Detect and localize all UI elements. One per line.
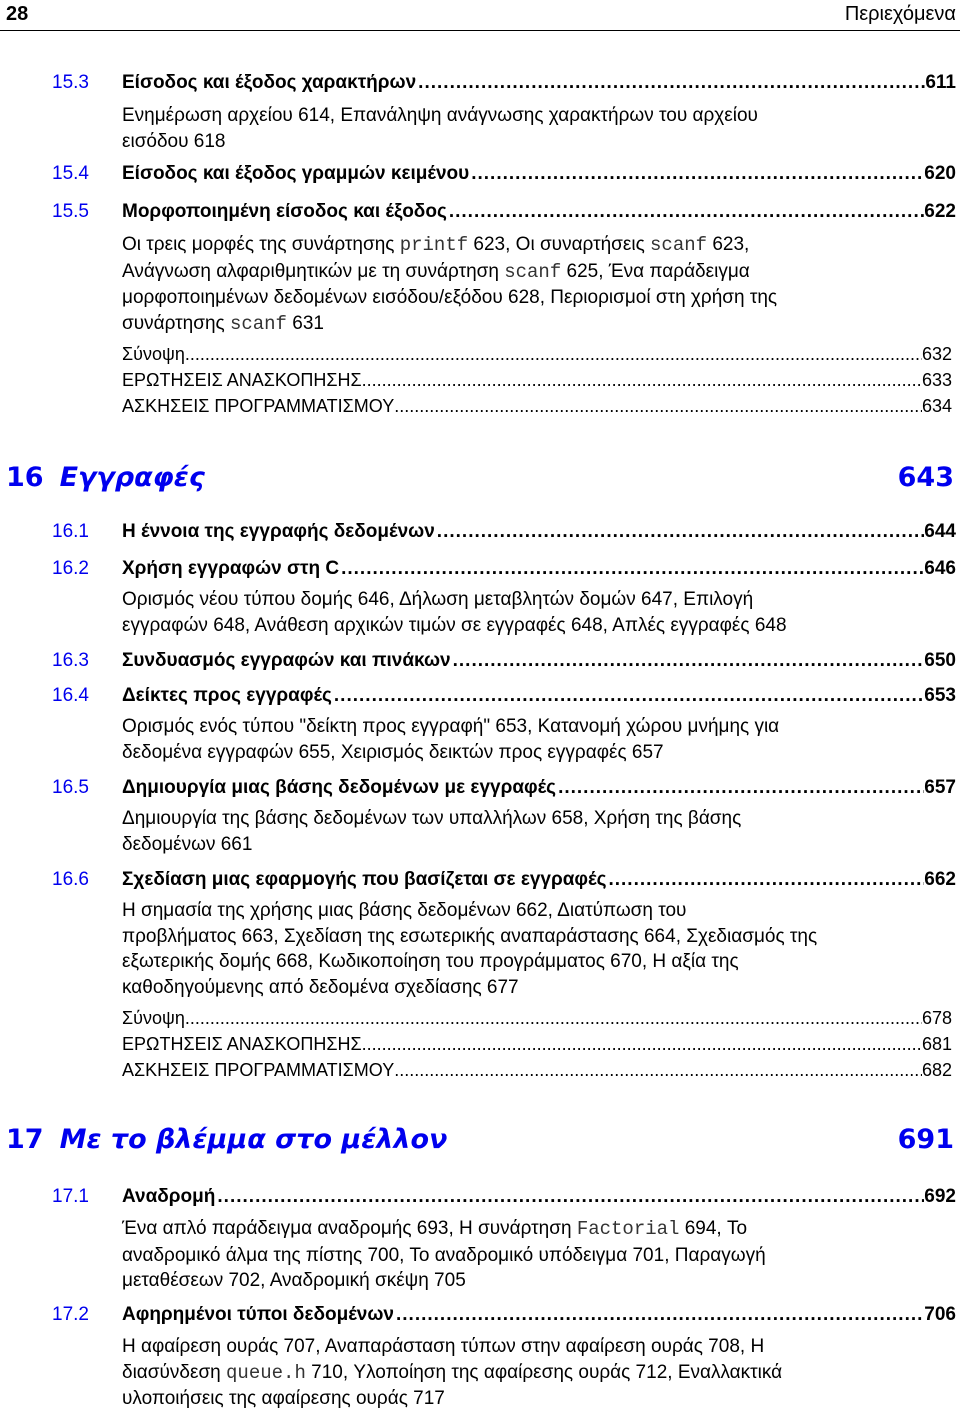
section-page: 611 xyxy=(925,72,956,93)
chapter-page: 691 xyxy=(897,1124,954,1155)
section-subtopics xyxy=(122,806,952,857)
section-number: 16.5 xyxy=(52,777,89,798)
section-number: 16.1 xyxy=(52,521,89,542)
section-subtopics xyxy=(122,232,952,337)
section-subtopics xyxy=(122,1334,952,1412)
toc-entry-programming-exercises[interactable] xyxy=(122,394,952,418)
leader-dots xyxy=(362,1032,922,1056)
section-page: 644 xyxy=(924,521,956,542)
entry-title: ΕΡΩΤΗΣΕΙΣ ΑΝΑΣΚΟΠΗΣΗΣ xyxy=(122,1034,362,1054)
toc-entry-programming-exercises[interactable] xyxy=(122,1058,952,1082)
section-page: 706 xyxy=(924,1304,956,1325)
toc-section-16-6[interactable] xyxy=(52,867,956,893)
section-number: 16.2 xyxy=(52,558,89,579)
running-title: Περιεχόμενα xyxy=(844,3,956,25)
text: 631 xyxy=(286,312,324,334)
subtopic-line xyxy=(122,232,952,259)
chapter-number: 16 xyxy=(6,462,44,493)
text: Ένα απλό παράδειγμα αναδρομής 693, Η συνάρτηση xyxy=(122,1218,577,1239)
section-page: 653 xyxy=(924,685,956,706)
toc-section-16-5[interactable] xyxy=(52,775,956,801)
chapter-heading-17[interactable] xyxy=(6,1124,954,1162)
chapter-label xyxy=(6,1124,447,1155)
subtopic-line: δεδομένων 661 xyxy=(122,833,253,855)
toc-section-15-4[interactable] xyxy=(52,161,956,187)
entry-page: 632 xyxy=(921,344,952,364)
text: 694, Το xyxy=(679,1218,748,1239)
subtopic-line: εγγραφών 648, Ανάθεση αρχικών τιμών σε εγγραφές 648, Απλές εγγραφές 648 xyxy=(122,614,787,636)
entry-title: ΑΣΚΗΣΕΙΣ ΠΡΟΓΡΑΜΜΑΤΙΣΜΟΥ xyxy=(122,1060,395,1080)
chapter-number: 17 xyxy=(6,1124,44,1155)
section-number-minor: 5 xyxy=(78,201,89,222)
section-title: Αναδρομή xyxy=(122,1186,216,1207)
leader-dots xyxy=(469,161,924,187)
subtopic-line: Η σημασία της χρήσης μιας βάσης δεδομένων 662, Διατύπωση του xyxy=(122,900,687,921)
section-page: 657 xyxy=(924,777,956,798)
toc-entry-summary[interactable] xyxy=(122,1006,952,1030)
section-title: Συνδυασμός εγγραφών και πινάκων xyxy=(122,650,451,671)
text: συνάρτησης xyxy=(122,312,230,334)
subtopic-line xyxy=(122,1360,952,1387)
leader-dots xyxy=(447,199,924,225)
chapter-label xyxy=(6,462,205,493)
text: 625, Ένα παράδειγμα xyxy=(561,260,750,282)
entry-page: 681 xyxy=(921,1034,952,1054)
subtopic-line: δεδομένα εγγραφών 655, Χειρισμός δεικτών προς εγγραφές 657 xyxy=(122,741,664,763)
section-subtopics xyxy=(122,1216,952,1294)
text: 623, xyxy=(707,234,750,255)
toc-section-15-3[interactable] xyxy=(52,70,956,96)
text: διασύνδεση xyxy=(122,1361,227,1383)
section-title: Αφηρημένοι τύποι δεδομένων xyxy=(122,1304,394,1325)
section-page: 650 xyxy=(924,650,956,671)
toc-section-17-1[interactable] xyxy=(52,1184,956,1210)
code-scanf: scanf xyxy=(504,260,562,283)
leader-dots xyxy=(394,394,922,418)
subtopic-line: εξωτερικής δομής 668, Κωδικοποίηση του προγράμματος 670, Η αξία της xyxy=(122,951,739,972)
section-number: 17.1 xyxy=(52,1186,89,1207)
entry-page: 634 xyxy=(921,396,952,416)
section-page: 622 xyxy=(924,201,956,222)
subtopic-line xyxy=(122,311,952,338)
leader-dots xyxy=(185,1006,922,1030)
leader-dots xyxy=(394,1058,922,1082)
leader-dots xyxy=(339,556,924,582)
subtopic-line: μορφοποιημένων δεδομένων εισόδου/εξόδου 628, Περιορισμοί στη χρήση της xyxy=(122,287,778,308)
leader-dots xyxy=(362,368,922,392)
leader-dots xyxy=(185,342,922,366)
section-subtopics xyxy=(122,587,952,638)
section-page: 620 xyxy=(924,163,956,184)
section-title: Είσοδος και έξοδος γραμμών κειμένου xyxy=(122,163,470,184)
section-number-minor: 4 xyxy=(78,163,89,184)
section-title: Μορφοποιημένη είσοδος και έξοδος xyxy=(122,201,447,222)
page-header xyxy=(0,0,960,31)
code-factorial: Factorial xyxy=(576,1218,680,1240)
section-title: Είσοδος και έξοδος χαρακτήρων xyxy=(122,72,417,93)
leader-dots xyxy=(451,648,925,674)
leader-dots xyxy=(416,70,925,96)
section-number: 17.2 xyxy=(52,1304,89,1325)
subtopic-line: Ορισμός νέου τύπου δομής 646, Δήλωση μεταβλητών δομών 647, Επιλογή xyxy=(122,589,754,610)
section-subtopics xyxy=(122,103,952,154)
section-page: 662 xyxy=(924,869,956,890)
subtopic-line: καθοδηγούμενης από δεδομένα σχεδίασης 677 xyxy=(122,976,519,998)
section-number: 16.6 xyxy=(52,869,89,890)
page-number: 28 xyxy=(6,3,29,25)
leader-dots xyxy=(435,519,925,545)
section-title: Σχεδίαση μιας εφαρμογής που βασίζεται σε εγγραφές xyxy=(122,869,607,890)
section-title: Η έννοια της εγγραφής δεδομένων xyxy=(122,521,435,542)
subtopic-line: μεταθέσεων 702, Αναδρομική σκέψη 705 xyxy=(122,1270,466,1291)
subtopic-line: εισόδου 618 xyxy=(122,130,226,152)
section-page: 692 xyxy=(924,1186,956,1207)
text: 710, Υλοποίηση της αφαίρεσης ουράς 712, Εναλλακτικά xyxy=(305,1361,783,1383)
toc-entry-review-questions[interactable] xyxy=(122,1032,952,1056)
toc-section-17-2[interactable] xyxy=(52,1302,956,1328)
section-page: 646 xyxy=(924,558,956,579)
leader-dots xyxy=(556,775,924,801)
section-number-major: 15. xyxy=(52,163,79,184)
chapter-page: 643 xyxy=(897,462,954,493)
toc-section-16-4[interactable] xyxy=(52,683,956,709)
subtopic-line xyxy=(122,1216,952,1243)
toc-section-15-5[interactable] xyxy=(52,199,956,225)
entry-title: Σύνοψη xyxy=(122,1008,185,1028)
section-title: Δείκτες προς εγγραφές xyxy=(122,685,332,706)
section-title: Δημιουργία μιας βάσης δεδομένων με εγγραφές xyxy=(122,777,557,798)
section-number-major: 15. xyxy=(52,201,79,222)
section-subtopics xyxy=(122,898,952,1000)
toc-section-16-1[interactable] xyxy=(52,519,956,545)
code-queue-h: queue.h xyxy=(226,1361,306,1384)
code-scanf: scanf xyxy=(650,234,708,256)
subtopic-line: υλοποιήσεις της αφαίρεσης ουράς 717 xyxy=(122,1388,445,1409)
text: Οι τρεις μορφές της συνάρτησης xyxy=(122,234,400,255)
subtopic-line: Ενημέρωση αρχείου 614, Επανάληψη ανάγνωσης χαρακτήρων του αρχείου xyxy=(122,105,758,126)
toc-section-16-3[interactable] xyxy=(52,648,956,674)
chapter-title: Με το βλέμμα στο μέλλον xyxy=(59,1124,448,1155)
subtopic-line: Η αφαίρεση ουράς 707, Αναπαράσταση τύπων στην αφαίρεση ουράς 708, Η xyxy=(122,1336,765,1357)
subtopic-line: Ορισμός ενός τύπου "δείκτη προς εγγραφή" 653, Κατανομή χώρου μνήμης για xyxy=(122,716,780,737)
entry-page: 633 xyxy=(921,370,952,390)
code-printf: printf xyxy=(399,234,469,256)
toc-section-16-2[interactable] xyxy=(52,556,956,582)
subtopic-line: προβλήματος 663, Σχεδίαση της εσωτερικής αναπαράστασης 664, Σχεδιασμός της xyxy=(122,925,818,947)
leader-dots xyxy=(332,683,924,709)
chapter-title: Εγγραφές xyxy=(59,462,205,493)
subtopic-line: Δημιουργία της βάσης δεδομένων των υπαλλήλων 658, Χρήση της βάσης xyxy=(122,808,742,829)
section-title: Χρήση εγγραφών στη C xyxy=(122,558,340,579)
text: Ανάγνωση αλφαριθμητικών με τη συνάρτηση xyxy=(122,260,505,282)
section-subtopics xyxy=(122,714,952,765)
entry-title: Σύνοψη xyxy=(122,344,185,364)
code-scanf: scanf xyxy=(229,312,287,335)
section-number: 16.4 xyxy=(52,685,89,706)
toc-entry-review-questions[interactable] xyxy=(122,368,952,392)
entry-page: 682 xyxy=(921,1060,952,1080)
section-number: 16.3 xyxy=(52,650,89,671)
leader-dots xyxy=(606,867,924,893)
chapter-heading-16[interactable] xyxy=(6,462,954,500)
toc-entry-summary[interactable] xyxy=(122,342,952,366)
entry-page: 678 xyxy=(921,1008,952,1028)
text: 623, Οι συναρτήσεις xyxy=(468,234,651,255)
entry-title: ΕΡΩΤΗΣΕΙΣ ΑΝΑΣΚΟΠΗΣΗΣ xyxy=(122,370,362,390)
subtopic-line xyxy=(122,259,952,286)
section-number-minor: 3 xyxy=(78,72,89,93)
entry-title: ΑΣΚΗΣΕΙΣ ΠΡΟΓΡΑΜΜΑΤΙΣΜΟΥ xyxy=(122,396,395,416)
section-number-major: 15. xyxy=(52,72,79,93)
leader-dots xyxy=(215,1184,924,1210)
leader-dots xyxy=(394,1302,924,1328)
subtopic-line: αναδρομικό άλμα της πίστης 700, Το αναδρομικό υπόδειγμα 701, Παραγωγή xyxy=(122,1244,766,1266)
